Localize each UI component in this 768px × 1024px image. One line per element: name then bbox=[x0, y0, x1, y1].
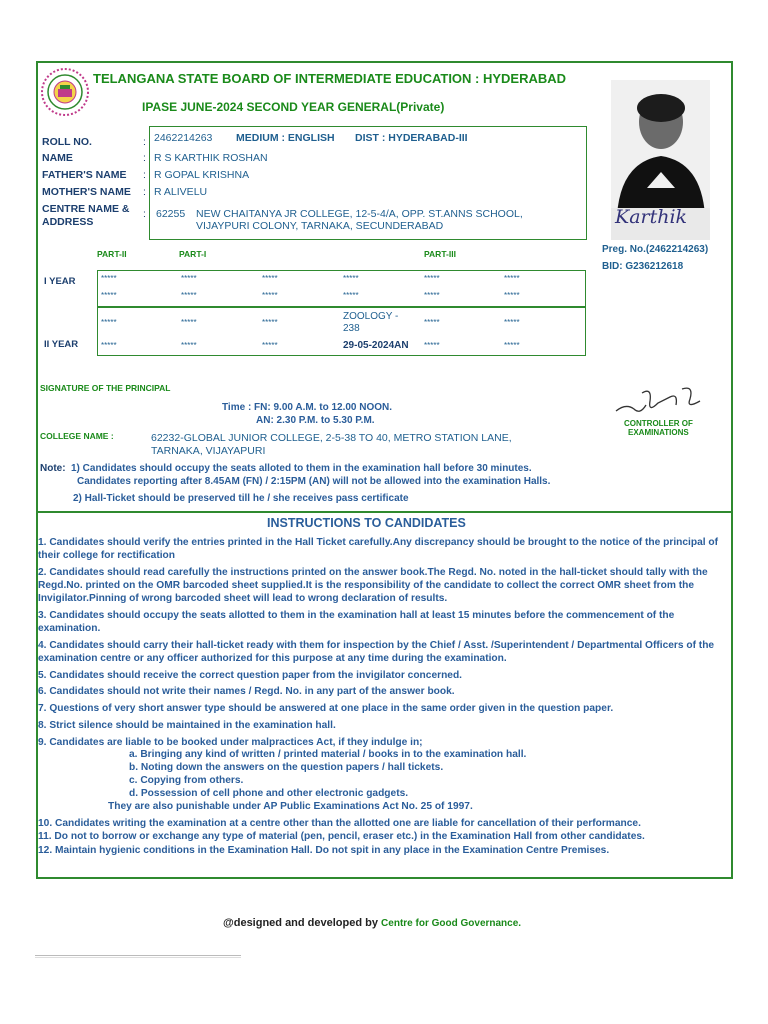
colon: : bbox=[143, 152, 146, 164]
section-divider bbox=[36, 511, 733, 513]
centre-code: 62255 bbox=[156, 208, 186, 220]
instruction-9b: b. Noting down the answers on the question papers / hall tickets. bbox=[129, 762, 444, 773]
medium: MEDIUM : ENGLISH bbox=[236, 132, 335, 144]
colon: : bbox=[143, 208, 146, 220]
subject-cell: ***** bbox=[262, 274, 278, 283]
college-name-label: COLLEGE NAME : bbox=[40, 431, 114, 441]
college-address-line1: 62232-GLOBAL JUNIOR COLLEGE, 2-5-38 TO 40, METRO STATION LANE, bbox=[151, 432, 512, 444]
year2-label: II YEAR bbox=[44, 339, 79, 350]
college-address-line2: TARNAKA, VIJAYAPURI bbox=[151, 445, 266, 457]
instruction-1: 1. Candidates should verify the entries printed in the Hall Ticket carefully.Any discrepancy should be brought to the notice of the principal of their college for rectification bbox=[38, 537, 719, 561]
subject-cell: ***** bbox=[181, 291, 197, 300]
centre-label: CENTRE NAME & bbox=[42, 203, 130, 215]
part2-header: PART-II bbox=[97, 249, 127, 259]
mother-label: MOTHER'S NAME bbox=[42, 186, 131, 198]
instruction-2: 2. Candidates should read carefully the instructions printed on the answer book.The Regd. No. noted in the hall-ticket should tally with the Regd.No. printed on the OMR barcoded sheet supplied.It is the responsibility of the candidate to collect the correct OMR sheet from the Invigilator.Pinning of wrong barcoded sheet will lead to wrong declaration of results. bbox=[38, 567, 708, 604]
exam-date: 29-05-2024AN bbox=[343, 340, 409, 351]
footer-designed: @designed and developed by bbox=[223, 917, 378, 929]
subject-cell: ***** bbox=[343, 291, 359, 300]
subject-cell: ***** bbox=[101, 291, 117, 300]
subject-cell: ***** bbox=[504, 274, 520, 283]
instruction-5: 5. Candidates should receive the correct question paper from the invigilator concerned. bbox=[38, 670, 463, 681]
subject-zoology-name: ZOOLOGY - bbox=[343, 311, 399, 322]
instruction-9e: They are also punishable under AP Public Examinations Act No. 25 of 1997. bbox=[108, 801, 473, 812]
controller-label-2: EXAMINATIONS bbox=[628, 428, 689, 437]
note-label: Note: bbox=[40, 463, 66, 474]
footer-rule bbox=[35, 955, 241, 958]
subject-cell: ***** bbox=[181, 274, 197, 283]
subject-cell: ***** bbox=[101, 318, 117, 327]
principal-signature-label: SIGNATURE OF THE PRINCIPAL bbox=[40, 383, 171, 393]
instruction-10: 10. Candidates writing the examination at a centre other than the allotted one are liable for cancellation of their performance. bbox=[38, 818, 641, 829]
note-2: 2) Hall-Ticket should be preserved till he / she receives pass certificate bbox=[73, 493, 409, 504]
name-label: NAME bbox=[42, 152, 73, 164]
instruction-8: 8. Strict silence should be maintained in the examination hall. bbox=[38, 720, 336, 731]
subject-cell: ***** bbox=[424, 318, 440, 327]
subject-cell: ***** bbox=[181, 341, 197, 350]
instruction-9c: c. Copying from others. bbox=[129, 775, 244, 786]
student-name: R S KARTHIK ROSHAN bbox=[154, 152, 268, 164]
time-an: AN: 2.30 P.M. to 5.30 P.M. bbox=[256, 415, 375, 426]
subject-cell: ***** bbox=[504, 291, 520, 300]
subject-cell: ***** bbox=[504, 341, 520, 350]
subject-zoology-code: 238 bbox=[343, 323, 360, 334]
address-label: ADDRESS bbox=[42, 216, 94, 228]
instruction-9d: d. Possession of cell phone and other electronic gadgets. bbox=[129, 788, 409, 799]
district: DIST : HYDERABAD-III bbox=[355, 132, 468, 144]
subject-cell: ***** bbox=[424, 341, 440, 350]
controller-signature-icon bbox=[612, 383, 708, 419]
instruction-4: 4. Candidates should carry their hall-ticket ready with them for inspection by the Chief / Asst. /Superintendent / Departmental Officers of the examination centre or any officer authorized for this purpose at any time during the examination. bbox=[38, 640, 715, 664]
bid-number: BID: G236212618 bbox=[602, 261, 684, 272]
colon: : bbox=[143, 169, 146, 181]
roll-number: 2462214263 bbox=[154, 132, 213, 144]
subject-cell: ***** bbox=[262, 318, 278, 327]
subject-cell: ***** bbox=[181, 318, 197, 327]
exam-title: IPASE JUNE-2024 SECOND YEAR GENERAL(Private) bbox=[142, 100, 445, 114]
candidate-signature: Karthik bbox=[615, 206, 688, 228]
instruction-3: 3. Candidates should occupy the seats allotted to them in the examination hall at least 15 minutes before the commencement of the examination. bbox=[38, 610, 675, 634]
controller-label-1: CONTROLLER OF bbox=[624, 419, 693, 428]
year1-label: I YEAR bbox=[44, 276, 76, 287]
father-name: R GOPAL KRISHNA bbox=[154, 169, 250, 181]
subject-cell: ***** bbox=[504, 318, 520, 327]
subject-cell: ***** bbox=[343, 274, 359, 283]
instruction-12: 12. Maintain hygienic conditions in the Examination Hall. Do not spit in any place in the Examination Centre Premises. bbox=[38, 845, 610, 856]
instruction-7: 7. Questions of very short answer type should be answered at one place in the same order given in the question paper. bbox=[38, 703, 614, 714]
part3-header: PART-III bbox=[424, 249, 456, 259]
note-1b: Candidates reporting after 8.45AM (FN) / 2:15PM (AN) will not be allowed into the examination Halls. bbox=[77, 476, 551, 487]
subject-cell: ***** bbox=[101, 341, 117, 350]
father-label: FATHER'S NAME bbox=[42, 169, 127, 181]
subject-cell: ***** bbox=[262, 291, 278, 300]
preg-number: Preg. No.(2462214263) bbox=[602, 244, 709, 255]
instruction-6: 6. Candidates should not write their names / Regd. No. in any part of the answer book. bbox=[38, 686, 455, 697]
subject-cell: ***** bbox=[101, 274, 117, 283]
time-fn: Time : FN: 9.00 A.M. to 12.00 NOON. bbox=[222, 402, 393, 413]
subject-cell: ***** bbox=[262, 341, 278, 350]
mother-name: R ALIVELU bbox=[154, 186, 208, 198]
board-title: TELANGANA STATE BOARD OF INTERMEDIATE EDUCATION : HYDERABAD bbox=[93, 71, 567, 86]
colon: : bbox=[143, 136, 146, 148]
footer-credit bbox=[223, 917, 521, 929]
roll-label: ROLL NO. bbox=[42, 136, 92, 148]
instructions-heading: INSTRUCTIONS TO CANDIDATES bbox=[267, 516, 466, 530]
note-1: 1) Candidates should occupy the seats alloted to them in the examination hall before 30 minutes. bbox=[71, 463, 532, 474]
part1-header: PART-I bbox=[179, 249, 207, 259]
instruction-9: 9. Candidates are liable to be booked under malpractices Act, if they indulge in; bbox=[38, 737, 423, 748]
colon: : bbox=[143, 186, 146, 198]
instruction-11: 11. Do not to borrow or exchange any type of material (pen, pencil, eraser etc.) in the Examination Hall from other candidates. bbox=[38, 831, 645, 842]
instruction-9a: a. Bringing any kind of written / printed material / books in to the examination hall. bbox=[129, 749, 527, 760]
footer-org-link[interactable]: Centre for Good Governance. bbox=[381, 918, 522, 929]
subject-cell: ***** bbox=[424, 274, 440, 283]
centre-address-line2: VIJAYPURI COLONY, TARNAKA, SECUNDERABAD bbox=[196, 220, 444, 232]
centre-address-line1: NEW CHAITANYA JR COLLEGE, 12-5-4/A, OPP. ST.ANNS SCHOOL, bbox=[196, 208, 523, 220]
board-logo-icon bbox=[40, 67, 90, 117]
subject-cell: ***** bbox=[424, 291, 440, 300]
